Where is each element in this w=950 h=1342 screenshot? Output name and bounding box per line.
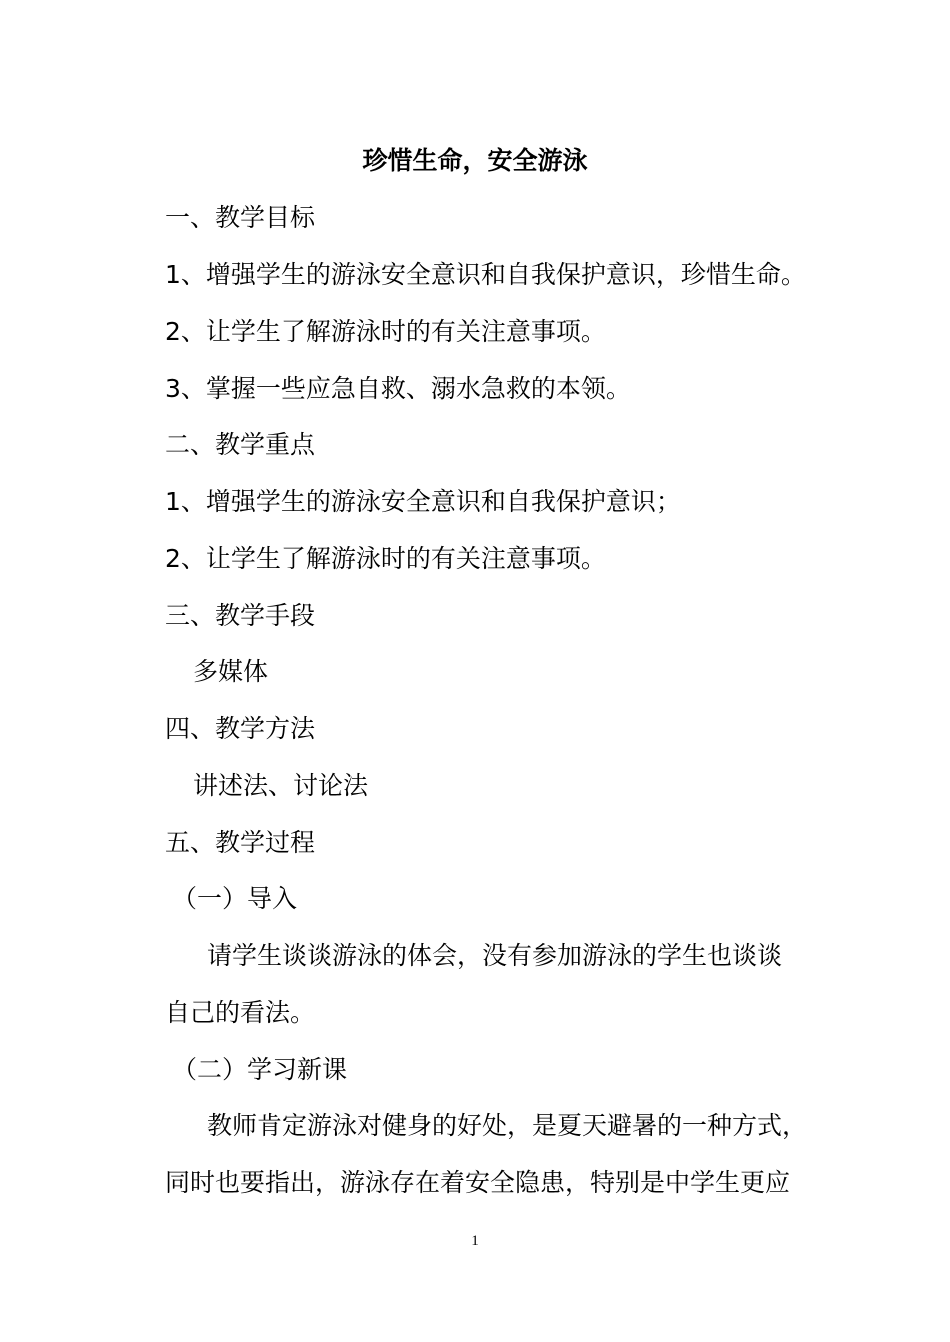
section-heading-methods: 四、教学方法 bbox=[165, 714, 316, 743]
paragraph-line: 自己的看法。 bbox=[165, 998, 316, 1027]
document-title: 珍惜生命，安全游泳 bbox=[362, 146, 588, 175]
section-heading-key-points: 二、教学重点 bbox=[165, 430, 316, 459]
paragraph-line: 教师肯定游泳对健身的好处，是夏天避暑的一种方式， bbox=[207, 1111, 808, 1140]
paragraph-line: 1、增强学生的游泳安全意识和自我保护意识，珍惜生命。 bbox=[165, 260, 806, 289]
section-heading-means: 三、教学手段 bbox=[165, 601, 316, 630]
paragraph-line: 2、让学生了解游泳时的有关注意事项。 bbox=[165, 317, 606, 346]
subsection-heading-intro: （一）导入 bbox=[172, 884, 298, 913]
paragraph-line: 请学生谈谈游泳的体会，没有参加游泳的学生也谈谈 bbox=[207, 941, 783, 970]
paragraph-line: 1、增强学生的游泳安全意识和自我保护意识； bbox=[165, 487, 681, 516]
paragraph-line: 3、掌握一些应急自救、溺水急救的本领。 bbox=[165, 374, 631, 403]
section-heading-process: 五、教学过程 bbox=[165, 828, 316, 857]
paragraph-line: 同时也要指出，游泳存在着安全隐患，特别是中学生更应 bbox=[165, 1168, 791, 1197]
section-heading-objectives: 一、教学目标 bbox=[165, 203, 316, 232]
page-number: 1 bbox=[471, 1233, 479, 1249]
paragraph-line: 讲述法、讨论法 bbox=[193, 771, 369, 800]
subsection-heading-new-lesson: （二）学习新课 bbox=[172, 1055, 348, 1084]
paragraph-line: 多媒体 bbox=[193, 657, 269, 686]
paragraph-line: 2、让学生了解游泳时的有关注意事项。 bbox=[165, 544, 606, 573]
